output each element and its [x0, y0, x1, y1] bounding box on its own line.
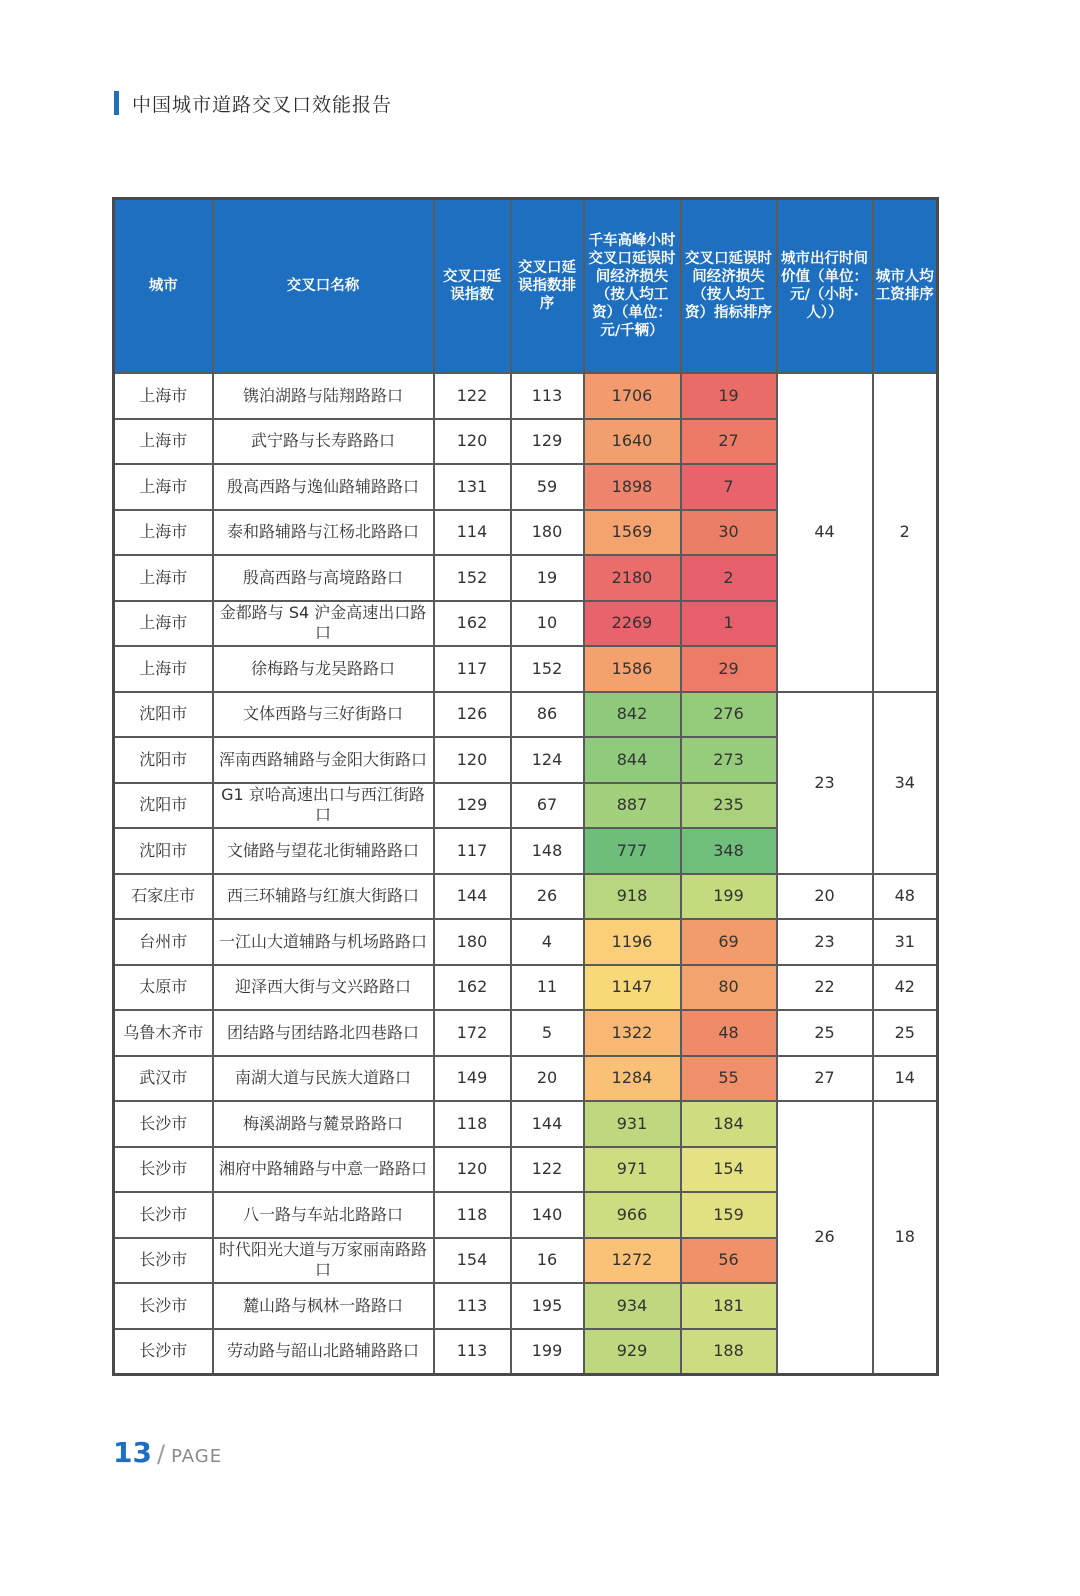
cell-loss-rank: 181 — [681, 1283, 777, 1329]
cell-loss-rank: 80 — [681, 965, 777, 1011]
cell-intersection-name: 徐梅路与龙吴路路口 — [213, 646, 434, 692]
cell-economic-loss: 842 — [584, 692, 681, 738]
cell-loss-rank: 184 — [681, 1101, 777, 1147]
cell-intersection-name: 武宁路与长寿路路口 — [213, 419, 434, 465]
cell-loss-rank: 348 — [681, 828, 777, 874]
cell-intersection-name: 麓山路与枫林一路路口 — [213, 1283, 434, 1329]
cell-delay-rank: 4 — [511, 919, 584, 965]
cell-delay-index: 113 — [434, 1329, 511, 1375]
cell-city: 太原市 — [114, 965, 213, 1011]
cell-intersection-name: 西三环辅路与红旗大街路口 — [213, 874, 434, 920]
cell-economic-loss: 2180 — [584, 555, 681, 601]
cell-travel-time-value: 23 — [777, 692, 873, 874]
cell-loss-rank: 199 — [681, 874, 777, 920]
col-header-intersection-name: 交叉口名称 — [213, 199, 434, 374]
cell-loss-rank: 276 — [681, 692, 777, 738]
table-header-row — [114, 199, 938, 374]
cell-delay-index: 117 — [434, 646, 511, 692]
cell-delay-rank: 129 — [511, 419, 584, 465]
cell-travel-time-value: 25 — [777, 1010, 873, 1056]
cell-delay-index: 180 — [434, 919, 511, 965]
cell-intersection-name: 南湖大道与民族大道路口 — [213, 1056, 434, 1102]
cell-delay-rank: 148 — [511, 828, 584, 874]
cell-economic-loss: 1569 — [584, 510, 681, 556]
cell-loss-rank: 1 — [681, 601, 777, 647]
table-row — [114, 965, 938, 1011]
cell-loss-rank: 7 — [681, 464, 777, 510]
table-row — [114, 692, 938, 738]
cell-delay-index: 129 — [434, 783, 511, 829]
cell-economic-loss: 966 — [584, 1192, 681, 1238]
cell-economic-loss: 1586 — [584, 646, 681, 692]
cell-loss-rank: 159 — [681, 1192, 777, 1238]
cell-loss-rank: 19 — [681, 373, 777, 419]
cell-city: 台州市 — [114, 919, 213, 965]
cell-city: 沈阳市 — [114, 737, 213, 783]
cell-delay-rank: 180 — [511, 510, 584, 556]
cell-loss-rank: 30 — [681, 510, 777, 556]
cell-delay-rank: 20 — [511, 1056, 584, 1102]
cell-intersection-name: 迎泽西大街与文兴路路口 — [213, 965, 434, 1011]
page-number: 13 — [113, 1436, 152, 1469]
cell-travel-time-value: 23 — [777, 919, 873, 965]
cell-delay-index: 131 — [434, 464, 511, 510]
col-header-travel-time-value: 城市出行时间价值（单位：元/（小时·人）） — [777, 199, 873, 374]
cell-wage-rank: 18 — [873, 1101, 938, 1374]
cell-city: 长沙市 — [114, 1192, 213, 1238]
cell-delay-rank: 11 — [511, 965, 584, 1011]
cell-intersection-name: G1 京哈高速出口与西江街路口 — [213, 783, 434, 829]
cell-economic-loss: 1196 — [584, 919, 681, 965]
cell-delay-rank: 10 — [511, 601, 584, 647]
cell-delay-index: 154 — [434, 1238, 511, 1284]
cell-intersection-name: 劳动路与韶山北路辅路路口 — [213, 1329, 434, 1375]
cell-delay-index: 120 — [434, 419, 511, 465]
header-accent-bar — [114, 91, 119, 115]
cell-loss-rank: 55 — [681, 1056, 777, 1102]
cell-delay-index: 162 — [434, 601, 511, 647]
report-header — [114, 90, 392, 116]
cell-intersection-name: 殷高西路与高境路路口 — [213, 555, 434, 601]
cell-loss-rank: 27 — [681, 419, 777, 465]
cell-economic-loss: 1706 — [584, 373, 681, 419]
cell-city: 上海市 — [114, 464, 213, 510]
cell-delay-rank: 152 — [511, 646, 584, 692]
cell-economic-loss: 1272 — [584, 1238, 681, 1284]
cell-delay-rank: 59 — [511, 464, 584, 510]
report-title: 中国城市道路交叉口效能报告 — [132, 93, 393, 116]
cell-wage-rank: 14 — [873, 1056, 938, 1102]
cell-city: 长沙市 — [114, 1283, 213, 1329]
cell-delay-rank: 122 — [511, 1147, 584, 1193]
cell-intersection-name: 文体西路与三好街路口 — [213, 692, 434, 738]
cell-delay-rank: 144 — [511, 1101, 584, 1147]
cell-delay-index: 113 — [434, 1283, 511, 1329]
cell-travel-time-value: 22 — [777, 965, 873, 1011]
cell-economic-loss: 929 — [584, 1329, 681, 1375]
cell-delay-index: 120 — [434, 1147, 511, 1193]
table-body — [114, 373, 938, 1374]
cell-city: 上海市 — [114, 646, 213, 692]
cell-city: 石家庄市 — [114, 874, 213, 920]
cell-city: 上海市 — [114, 601, 213, 647]
cell-delay-rank: 140 — [511, 1192, 584, 1238]
cell-delay-index: 120 — [434, 737, 511, 783]
cell-delay-rank: 124 — [511, 737, 584, 783]
cell-city: 长沙市 — [114, 1101, 213, 1147]
cell-city: 上海市 — [114, 510, 213, 556]
cell-delay-index: 144 — [434, 874, 511, 920]
cell-travel-time-value: 44 — [777, 373, 873, 692]
cell-travel-time-value: 27 — [777, 1056, 873, 1102]
cell-wage-rank: 34 — [873, 692, 938, 874]
cell-intersection-name: 金都路与 S4 沪金高速出口路口 — [213, 601, 434, 647]
cell-city: 上海市 — [114, 419, 213, 465]
cell-travel-time-value: 20 — [777, 874, 873, 920]
cell-city: 上海市 — [114, 373, 213, 419]
cell-economic-loss: 931 — [584, 1101, 681, 1147]
page-footer — [113, 1436, 222, 1469]
cell-delay-index: 118 — [434, 1101, 511, 1147]
cell-loss-rank: 273 — [681, 737, 777, 783]
page-label: PAGE — [171, 1446, 223, 1467]
cell-economic-loss: 1898 — [584, 464, 681, 510]
cell-city: 长沙市 — [114, 1329, 213, 1375]
cell-loss-rank: 29 — [681, 646, 777, 692]
table-row — [114, 1010, 938, 1056]
col-header-delay-index: 交叉口延误指数 — [434, 199, 511, 374]
cell-delay-rank: 195 — [511, 1283, 584, 1329]
cell-economic-loss: 887 — [584, 783, 681, 829]
cell-loss-rank: 69 — [681, 919, 777, 965]
cell-delay-rank: 19 — [511, 555, 584, 601]
cell-travel-time-value: 26 — [777, 1101, 873, 1374]
cell-delay-index: 152 — [434, 555, 511, 601]
cell-loss-rank: 56 — [681, 1238, 777, 1284]
cell-delay-index: 118 — [434, 1192, 511, 1238]
cell-delay-rank: 5 — [511, 1010, 584, 1056]
cell-wage-rank: 42 — [873, 965, 938, 1011]
cell-delay-index: 162 — [434, 965, 511, 1011]
cell-city: 乌鲁木齐市 — [114, 1010, 213, 1056]
cell-economic-loss: 971 — [584, 1147, 681, 1193]
cell-intersection-name: 一江山大道辅路与机场路路口 — [213, 919, 434, 965]
cell-delay-index: 149 — [434, 1056, 511, 1102]
cell-economic-loss: 1640 — [584, 419, 681, 465]
cell-delay-index: 117 — [434, 828, 511, 874]
cell-intersection-name: 时代阳光大道与万家丽南路路口 — [213, 1238, 434, 1284]
col-header-economic-loss: 千车高峰小时交叉口延误时间经济损失（按人均工资）（单位：元/千辆） — [584, 199, 681, 374]
cell-loss-rank: 48 — [681, 1010, 777, 1056]
cell-wage-rank: 48 — [873, 874, 938, 920]
table-row — [114, 919, 938, 965]
cell-delay-rank: 113 — [511, 373, 584, 419]
cell-intersection-name: 泰和路辅路与江杨北路路口 — [213, 510, 434, 556]
table-row — [114, 373, 938, 419]
cell-intersection-name: 文储路与望花北街辅路路口 — [213, 828, 434, 874]
cell-intersection-name: 梅溪湖路与麓景路路口 — [213, 1101, 434, 1147]
cell-loss-rank: 188 — [681, 1329, 777, 1375]
cell-intersection-name: 浑南西路辅路与金阳大街路口 — [213, 737, 434, 783]
cell-intersection-name: 镌泊湖路与陆翔路路口 — [213, 373, 434, 419]
cell-delay-rank: 86 — [511, 692, 584, 738]
cell-wage-rank: 25 — [873, 1010, 938, 1056]
cell-economic-loss: 918 — [584, 874, 681, 920]
cell-economic-loss: 844 — [584, 737, 681, 783]
cell-intersection-name: 殷高西路与逸仙路辅路路口 — [213, 464, 434, 510]
cell-loss-rank: 154 — [681, 1147, 777, 1193]
cell-economic-loss: 1147 — [584, 965, 681, 1011]
col-header-wage-rank: 城市人均工资排序 — [873, 199, 938, 374]
cell-delay-rank: 199 — [511, 1329, 584, 1375]
cell-economic-loss: 777 — [584, 828, 681, 874]
cell-delay-rank: 67 — [511, 783, 584, 829]
col-header-loss-rank: 交叉口延误时间经济损失（按人均工资）指标排序 — [681, 199, 777, 374]
table-row — [114, 874, 938, 920]
cell-intersection-name: 湘府中路辅路与中意一路路口 — [213, 1147, 434, 1193]
col-header-delay-rank: 交叉口延误指数排序 — [511, 199, 584, 374]
cell-economic-loss: 2269 — [584, 601, 681, 647]
cell-intersection-name: 团结路与团结路北四巷路口 — [213, 1010, 434, 1056]
cell-city: 长沙市 — [114, 1147, 213, 1193]
cell-city: 沈阳市 — [114, 828, 213, 874]
cell-delay-index: 172 — [434, 1010, 511, 1056]
cell-city: 沈阳市 — [114, 783, 213, 829]
cell-city: 长沙市 — [114, 1238, 213, 1284]
cell-delay-rank: 26 — [511, 874, 584, 920]
cell-delay-rank: 16 — [511, 1238, 584, 1284]
cell-wage-rank: 31 — [873, 919, 938, 965]
cell-economic-loss: 1322 — [584, 1010, 681, 1056]
cell-delay-index: 126 — [434, 692, 511, 738]
cell-city: 武汉市 — [114, 1056, 213, 1102]
col-header-city: 城市 — [114, 199, 213, 374]
cell-loss-rank: 235 — [681, 783, 777, 829]
page-separator: / — [156, 1440, 166, 1468]
cell-city: 沈阳市 — [114, 692, 213, 738]
cell-intersection-name: 八一路与车站北路路口 — [213, 1192, 434, 1238]
table-row — [114, 1101, 938, 1147]
cell-delay-index: 114 — [434, 510, 511, 556]
intersection-delay-table — [112, 197, 939, 1376]
cell-economic-loss: 1284 — [584, 1056, 681, 1102]
table-row — [114, 1056, 938, 1102]
cell-economic-loss: 934 — [584, 1283, 681, 1329]
cell-city: 上海市 — [114, 555, 213, 601]
cell-loss-rank: 2 — [681, 555, 777, 601]
cell-delay-index: 122 — [434, 373, 511, 419]
cell-wage-rank: 2 — [873, 373, 938, 692]
